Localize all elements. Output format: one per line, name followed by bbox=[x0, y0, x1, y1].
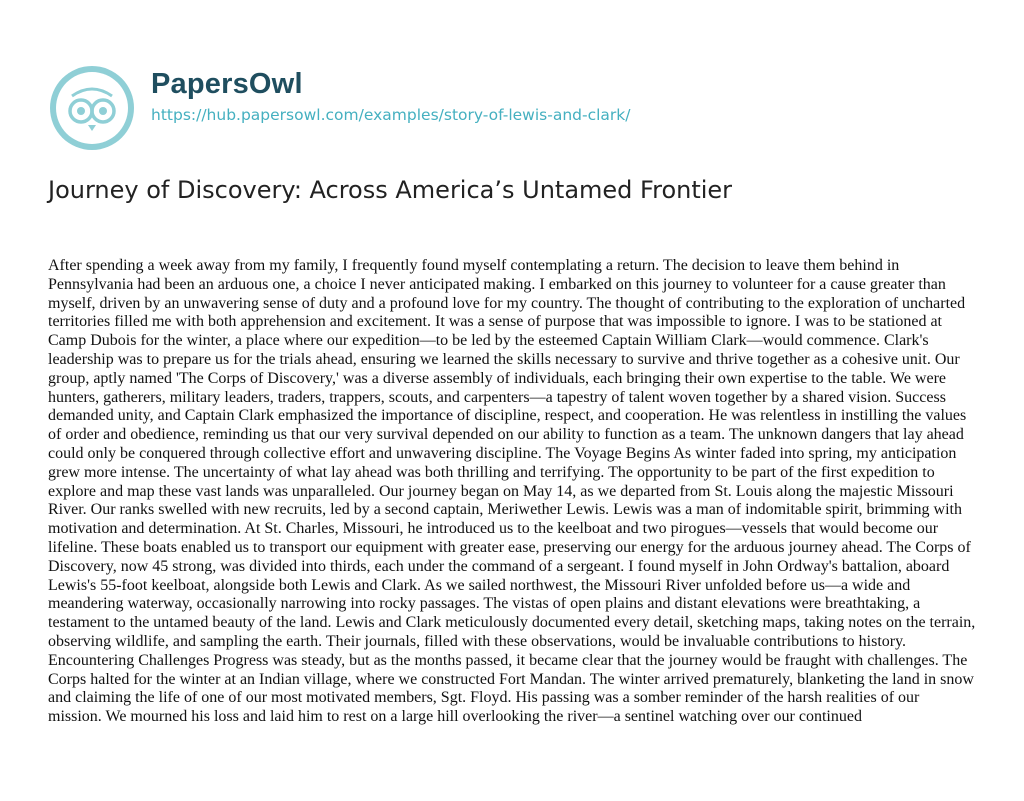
page-url[interactable]: https://hub.papersowl.com/examples/story-of-lewis-and-clark/ bbox=[151, 106, 631, 124]
article-title: Journey of Discovery: Across America’s Untamed Frontier bbox=[48, 176, 733, 204]
brand-name[interactable]: PapersOwl bbox=[151, 68, 303, 100]
site-header bbox=[48, 40, 948, 140]
owl-logo-icon[interactable] bbox=[48, 64, 136, 152]
article-body: After spending a week away from my family, I frequently found myself contemplating a return. The decision to leave them behind in Pennsylvania had been an arduous one, a choice I never anticipated making. I embarked on this journey to volunteer for a cause greater than myself, driven by an unwavering sense of duty and a profound love for my country. The thought of contributing to the exploration of uncharted territories filled me with both apprehension and excitement. It was a sense of purpose that was impossible to ignore. I was to be stationed at Camp Dubois for the winter, a place where our expedition—to be led by the esteemed Captain William Clark—would commence. Clark's leadership was to prepare us for the trials ahead, ensuring we learned the skills necessary to survive and thrive together as a cohesive unit. Our group, aptly named 'The Corps of Discovery,' was a diverse assembly of individuals, each bringing their own expertise to the table. We were hunters, gatherers, military leaders, traders, trappers, scouts, and carpenters—a tapestry of talent woven together by a shared vision. Success demanded unity, and Captain Clark emphasized the importance of discipline, respect, and cooperation. He was relentless in instilling the values of order and obedience, reminding us that our very survival depended on our ability to function as a team. The unknown dangers that lay ahead could only be conquered through collective effort and unwavering discipline. The Voyage Begins As winter faded into spring, my anticipation grew more intense. The uncertainty of what lay ahead was both thrilling and terrifying. The opportunity to be part of the first expedition to explore and map these vast lands was unparalleled. Our journey began on May 14, as we departed from St. Louis along the majestic Missouri River. Our ranks swelled with new recruits, led by a second captain, Meriwether Lewis. Lewis was a man of indomitable spirit, brimming with motivation and determination. At St. Charles, Missouri, he introduced us to the keelboat and two pirogues—vessels that would become our lifeline. These boats enabled us to transport our equipment with greater ease, preserving our energy for the arduous journey ahead. The Corps of Discovery, now 45 strong, was divided into thirds, each under the command of a sergeant. I found myself in John Ordway's battalion, aboard Lewis's 55-foot keelboat, alongside both Lewis and Clark. As we sailed northwest, the Missouri River unfolded before us—a wide and meandering waterway, occasionally narrowing into rocky passages. The vistas of open plains and distant elevations were breathtaking, a testament to the untamed beauty of the land. Lewis and Clark meticulously documented every detail, sketching maps, taking notes on the terrain, observing wildlife, and sampling the earth. Their journals, filled with these observations, would be invaluable contributions to history. Encountering Challenges Progress was steady, but as the months passed, it became clear that the journey would be fraught with challenges. The Corps halted for the winter at an Indian village, where we constructed Fort Mandan. The winter arrived prematurely, blanketing the land in snow and claiming the life of one of our most motivated members, Sgt. Floyd. His passing was a somber reminder of the harsh realities of our mission. We mourned his loss and laid him to rest on a large hill overlooking the river—a sentinel watching over our continued bbox=[48, 257, 976, 726]
